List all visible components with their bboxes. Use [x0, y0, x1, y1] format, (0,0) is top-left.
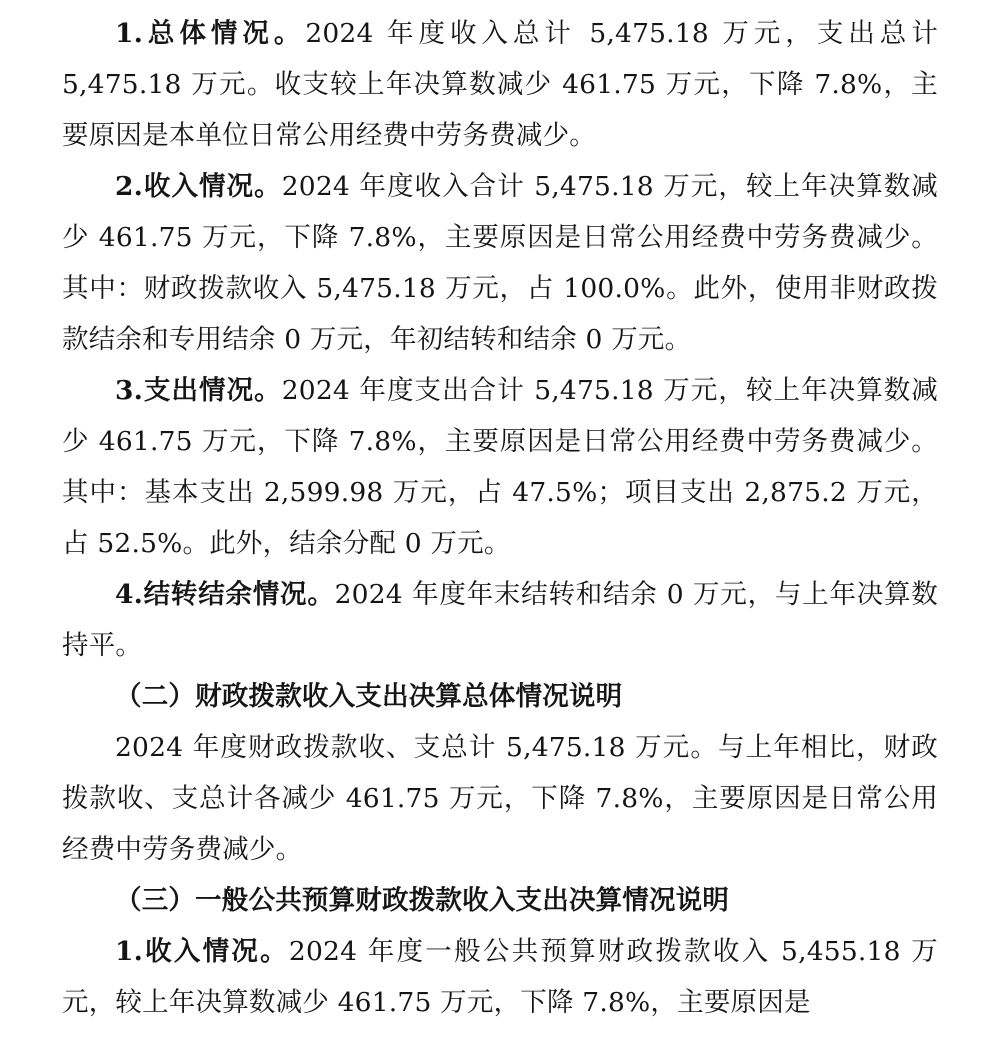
paragraph-expenditure-situation [62, 365, 938, 569]
paragraph-lead: 1.总体情况。 [115, 18, 306, 49]
paragraph-overall-situation [62, 8, 938, 161]
paragraph-body: 2024 年度支出合计 5,475.18 万元，较上年决算数减少 461.75 万元，下降 7.8%，主要原因是日常公用经费中劳务费减少。其中：基本支出 2,599.98 万元，占 47.5%；项目支出 2,875.2 万元，占 52.5%。此外，结余分配 0 万元。 [62, 375, 938, 559]
paragraph-body: 2024 年度一般公共预算财政拨款收入 5,455.18 万元，较上年决算数减少 461.75 万元，下降 7.8%，主要原因是 [62, 936, 938, 1018]
paragraph-general-public-budget-income [62, 926, 938, 1028]
paragraph-body: 2024 年度收入合计 5,475.18 万元，较上年决算数减少 461.75 万元，下降 7.8%，主要原因是日常公用经费中劳务费减少。其中：财政拨款收入 5,475.18 万元，占 100.0%。此外，使用非财政拨款结余和专用结余 0 万元，年初结转和结余 0 万元。 [62, 171, 938, 355]
paragraph-lead: 4.结转结余情况。 [115, 579, 335, 610]
section-heading-three [62, 875, 938, 926]
paragraph-carryover-balance-situation [62, 569, 938, 671]
paragraph-lead: 1.收入情况。 [115, 936, 289, 967]
paragraph-lead: 2.收入情况。 [115, 171, 282, 202]
section-heading-two [62, 671, 938, 722]
paragraph-income-situation [62, 161, 938, 365]
paragraph-fiscal-appropriation-overall [62, 722, 938, 875]
section-heading-text: （三）一般公共预算财政拨款收入支出决算情况说明 [115, 885, 730, 916]
section-heading-text: （二）财政拨款收入支出决算总体情况说明 [115, 681, 623, 712]
paragraph-body: 2024 年度年末结转和结余 0 万元，与上年决算数持平。 [62, 579, 938, 661]
paragraph-body: 2024 年度财政拨款收、支总计 5,475.18 万元。与上年相比，财政拨款收、支总计各减少 461.75 万元，下降 7.8%，主要原因是日常公用经费中劳务费减少。 [62, 732, 938, 865]
paragraph-lead: 3.支出情况。 [115, 375, 282, 406]
paragraph-body: 2024 年度收入总计 5,475.18 万元，支出总计 5,475.18 万元。收支较上年决算数减少 461.75 万元，下降 7.8%，主要原因是本单位日常公用经费中劳务费减少。 [62, 18, 938, 151]
